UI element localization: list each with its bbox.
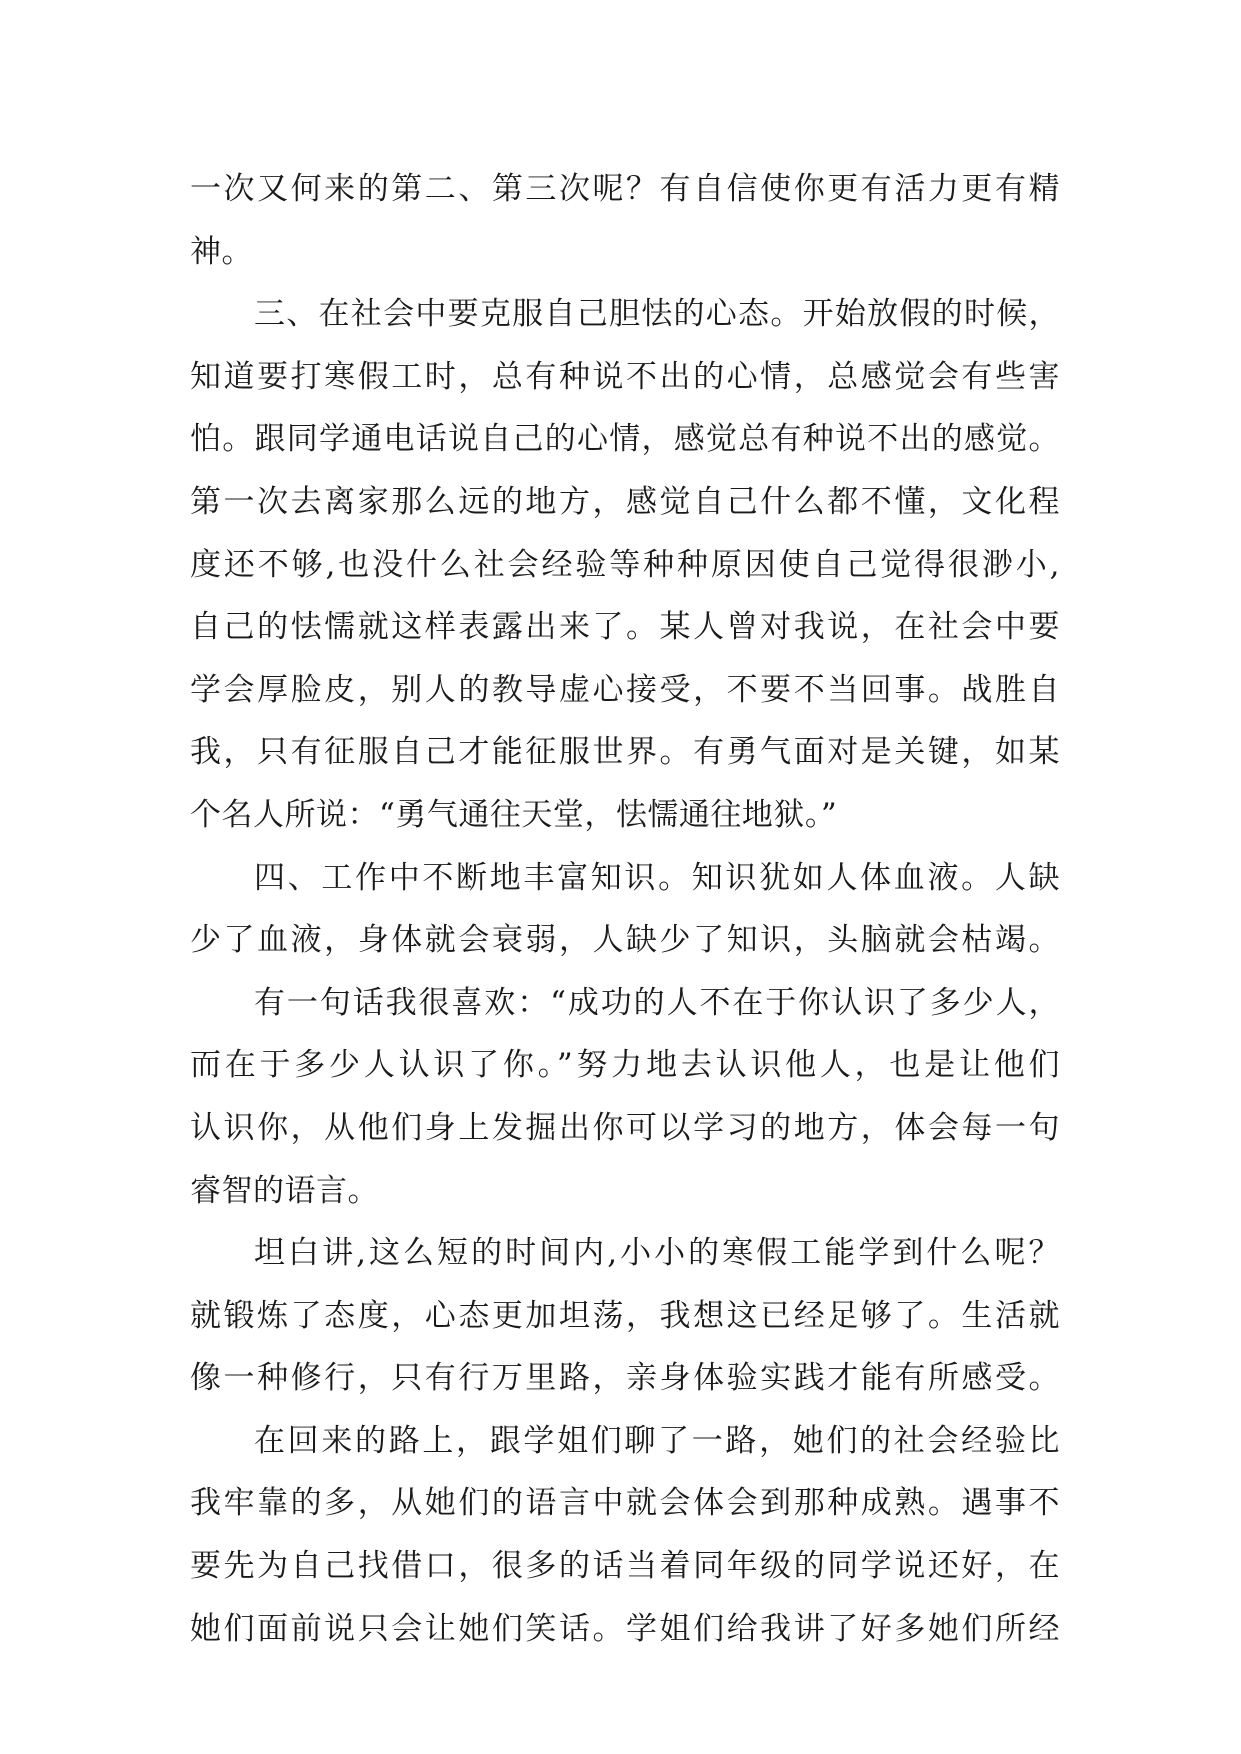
text-line: 自己的怯懦就这样表露出来了。某人曾对我说，在社会中要 xyxy=(190,609,1060,646)
paragraph-1 xyxy=(190,158,1060,283)
text-line: 少了血液，身体就会衰弱，人缺少了知识，头脑就会枯竭。 xyxy=(190,922,1060,959)
paragraph-3 xyxy=(190,847,1060,972)
text-line: 神。 xyxy=(190,233,253,270)
text-line: 度还不够,也没什么社会经验等种种原因使自己觉得很渺小, xyxy=(190,546,1060,583)
text-line: 第一次去离家那么远的地方，感觉自己什么都不懂，文化程 xyxy=(190,483,1060,520)
text-line: 而在于多少人认识了你。”努力地去认识他人，也是让他们 xyxy=(190,1047,1060,1084)
paragraph-5 xyxy=(190,1222,1060,1410)
document-body xyxy=(190,158,1060,1660)
text-line: 像一种修行，只有行万里路，亲身体验实践才能有所感受。 xyxy=(190,1360,1060,1397)
text-line: 学会厚脸皮，别人的教导虚心接受，不要不当回事。战胜自 xyxy=(190,671,1060,708)
text-line: 我牢靠的多，从她们的语言中就会体会到那种成熟。遇事不 xyxy=(190,1485,1060,1522)
paragraph-6 xyxy=(190,1410,1060,1660)
text-line: 个名人所说：“勇气通往天堂，怯懦通往地狱。” xyxy=(190,796,838,833)
text-line: 四、工作中不断地丰富知识。知识犹如人体血液。人缺 xyxy=(254,859,1060,896)
text-line: 我，只有征服自己才能征服世界。有勇气面对是关键，如某 xyxy=(190,734,1060,771)
paragraph-4 xyxy=(190,972,1060,1222)
text-line: 知道要打寒假工时，总有种说不出的心情，总感觉会有些害 xyxy=(190,358,1060,395)
text-line: 有一句话我很喜欢：“成功的人不在于你认识了多少人， xyxy=(254,984,1060,1021)
text-line: 坦白讲,这么短的时间内,小小的寒假工能学到什么呢？ xyxy=(254,1235,1060,1272)
text-line: 一次又何来的第二、第三次呢？有自信使你更有活力更有精 xyxy=(190,171,1060,207)
text-line: 就锻炼了态度，心态更加坦荡，我想这已经足够了。生活就 xyxy=(190,1297,1060,1334)
paragraph-2 xyxy=(190,283,1060,846)
text-line: 要先为自己找借口，很多的话当着同年级的同学说还好，在 xyxy=(190,1548,1060,1585)
text-line: 怕。跟同学通电话说自己的心情，感觉总有种说不出的感觉。 xyxy=(190,421,1060,458)
text-line: 三、在社会中要克服自己胆怯的心态。开始放假的时候， xyxy=(254,296,1060,333)
text-line: 在回来的路上，跟学姐们聊了一路，她们的社会经验比 xyxy=(254,1422,1060,1459)
text-line: 睿智的语言。 xyxy=(190,1172,379,1209)
text-line: 她们面前说只会让她们笑话。学姐们给我讲了好多她们所经 xyxy=(190,1610,1060,1647)
text-line: 认识你，从他们身上发掘出你可以学习的地方，体会每一句 xyxy=(190,1109,1060,1146)
